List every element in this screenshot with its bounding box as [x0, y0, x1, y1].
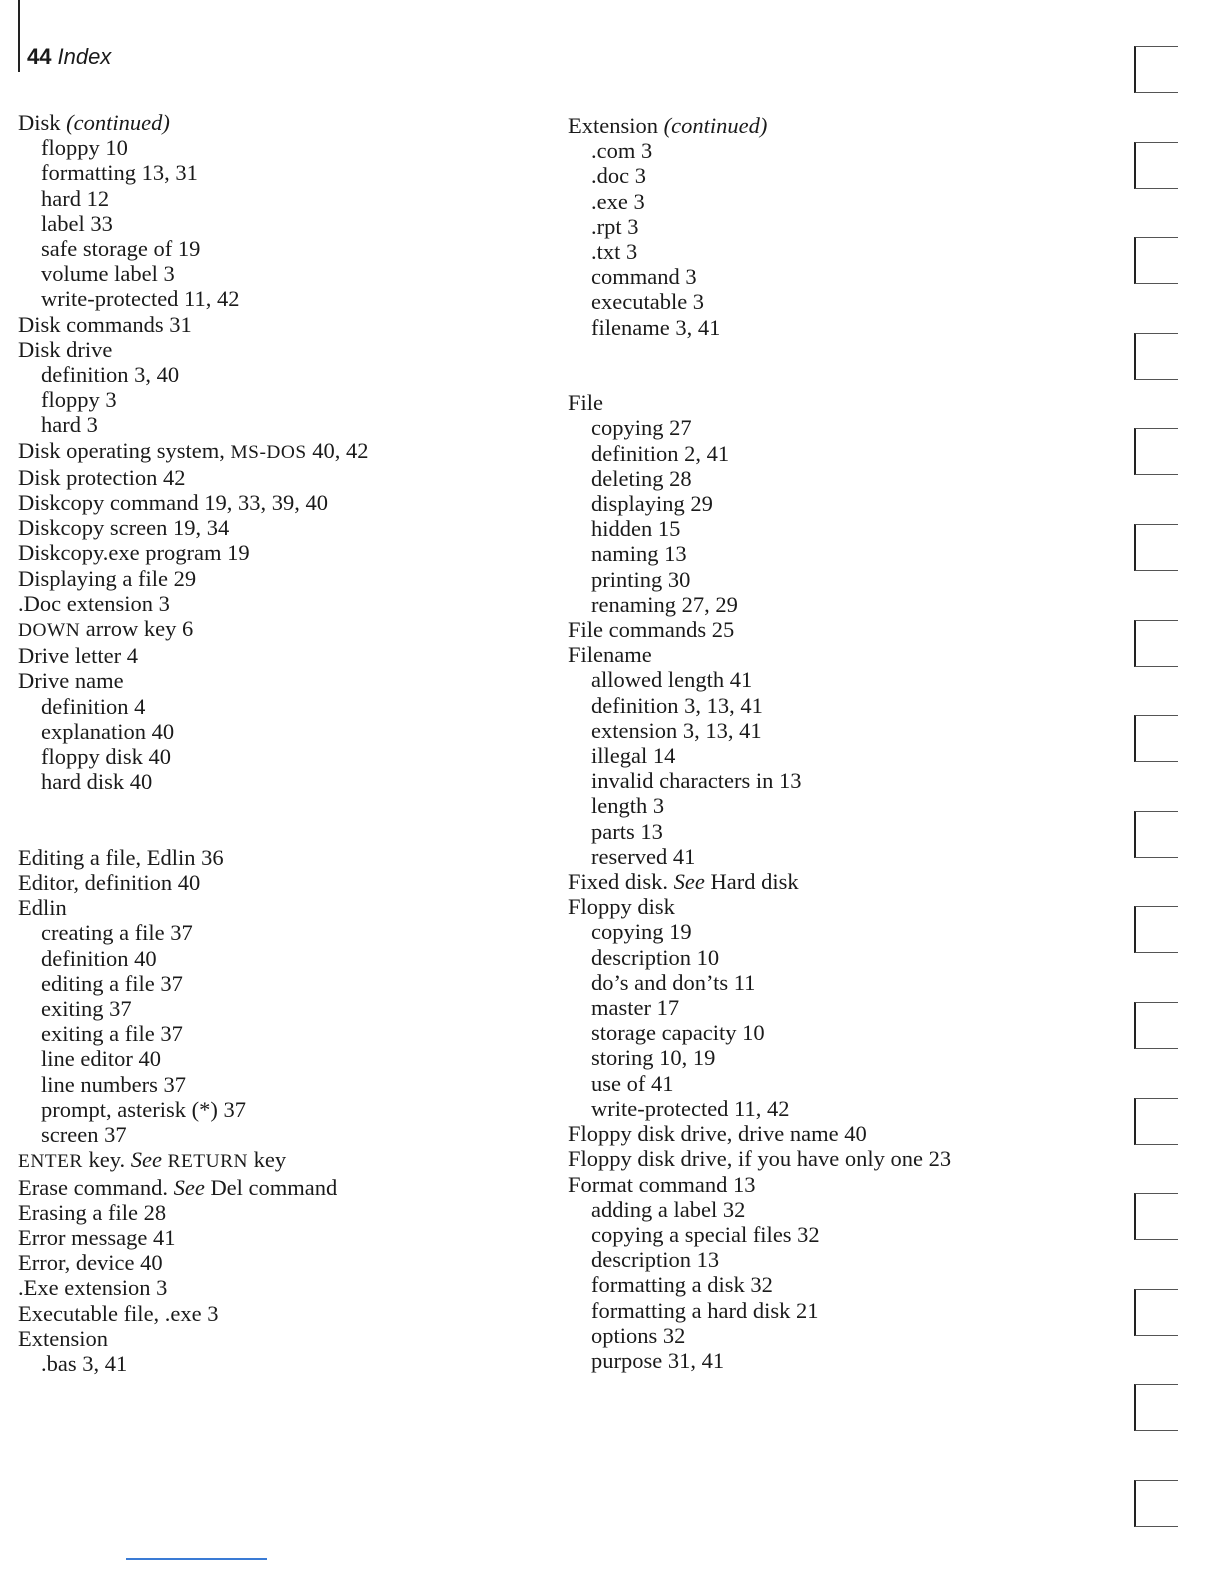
index-subentry	[568, 1197, 1088, 1222]
index-entry-text: Editing a file, Edlin 36	[18, 844, 224, 870]
index-subentry	[18, 186, 518, 211]
index-entry	[568, 1146, 1088, 1171]
index-entry-text: Extension	[568, 113, 664, 138]
bottom-rule	[126, 1558, 267, 1560]
index-entry-text: Disk commands 31	[18, 311, 192, 337]
index-spacer	[18, 794, 518, 819]
index-entry-text: definition 3, 40	[41, 362, 180, 388]
margin-tab	[1134, 811, 1178, 858]
index-entry-text: copying 27	[591, 415, 692, 441]
index-entry-text: key	[247, 1147, 287, 1173]
index-entry-text: exiting 37	[41, 996, 132, 1022]
index-subentry	[568, 844, 1088, 869]
index-entry	[18, 1275, 518, 1300]
index-entry-text: Floppy disk	[568, 894, 675, 920]
index-entry-text: RETURN	[167, 1151, 248, 1173]
index-subentry	[568, 1272, 1088, 1297]
index-entry-text: parts 13	[591, 818, 663, 844]
index-entry	[18, 668, 518, 693]
index-entry-text: Displaying a file 29	[18, 565, 197, 591]
index-entry-text: Edlin	[18, 895, 67, 921]
index-subentry	[18, 286, 518, 311]
index-entry	[18, 337, 518, 362]
index-entry	[18, 1225, 518, 1250]
index-entry-text: safe storage of 19	[41, 236, 201, 262]
index-entry	[568, 617, 1088, 642]
margin-tab	[1134, 428, 1178, 475]
index-entry-text: deleting 28	[591, 465, 692, 491]
index-spacer	[568, 365, 1088, 390]
index-entry	[568, 642, 1088, 667]
margin-tab	[1134, 1289, 1178, 1336]
index-subentry	[568, 718, 1088, 743]
index-entry-text: storing 10, 19	[591, 1045, 716, 1071]
index-entry	[18, 591, 518, 616]
index-entry	[18, 1326, 518, 1351]
index-entry-text: Error, device 40	[18, 1250, 163, 1276]
index-entry	[18, 895, 518, 920]
index-entry-text: allowed length 41	[591, 667, 753, 693]
index-entry-text: .doc 3	[591, 163, 646, 189]
index-entry	[568, 1172, 1088, 1197]
index-entry-text: creating a file 37	[41, 920, 193, 946]
index-subentry	[568, 768, 1088, 793]
margin-tab	[1134, 1480, 1178, 1527]
index-entry	[18, 515, 518, 540]
index-entry-text: Error message 41	[18, 1224, 176, 1250]
margin-tab	[1134, 620, 1178, 667]
index-subentry	[18, 946, 518, 971]
index-subentry	[18, 1122, 518, 1147]
index-entry-text: storage capacity 10	[591, 1020, 765, 1046]
index-entry-text: key.	[82, 1147, 131, 1173]
index-subentry	[568, 743, 1088, 768]
index-subentry	[568, 945, 1088, 970]
index-subentry	[568, 667, 1088, 692]
index-entry-text: hard disk 40	[41, 769, 153, 795]
index-entry-text: label 33	[41, 210, 113, 236]
index-subentry	[18, 236, 518, 261]
margin-tab	[1134, 142, 1178, 189]
index-entry-text: floppy 3	[41, 387, 117, 413]
index-entry-text: reserved 41	[591, 843, 696, 869]
index-subentry	[568, 919, 1088, 944]
index-entry-text: formatting 13, 31	[41, 160, 198, 186]
margin-tab	[1134, 46, 1178, 93]
index-entry-text: .rpt 3	[591, 213, 639, 239]
index-subentry	[568, 819, 1088, 844]
index-subentry	[568, 1348, 1088, 1373]
index-entry-text: ENTER	[18, 1151, 83, 1173]
index-entry	[18, 110, 518, 135]
index-entry	[18, 312, 518, 337]
index-subentry	[18, 719, 518, 744]
margin-tab	[1134, 1002, 1178, 1049]
index-subentry	[18, 920, 518, 945]
index-entry	[18, 1147, 518, 1174]
index-entry	[18, 870, 518, 895]
index-entry-text: Disk operating system,	[18, 437, 231, 463]
index-entry-text: write-protected 11, 42	[41, 286, 240, 312]
index-subentry	[568, 995, 1088, 1020]
index-entry-text: (continued)	[663, 113, 768, 138]
index-entry-text: Disk	[18, 110, 67, 135]
index-entry	[18, 540, 518, 565]
index-subentry	[18, 1072, 518, 1097]
index-subentry	[568, 1071, 1088, 1096]
index-entry-text: Diskcopy command 19, 33, 39, 40	[18, 490, 328, 516]
index-entry-text: (continued)	[66, 110, 170, 135]
index-entry-text: Filename	[568, 642, 652, 668]
index-subentry	[18, 1097, 518, 1122]
index-subentry	[568, 1323, 1088, 1348]
index-entry-text: displaying 29	[591, 491, 713, 517]
index-entry-text: Diskcopy screen 19, 34	[18, 515, 230, 541]
index-subentry	[568, 1020, 1088, 1045]
index-entry-text: line editor 40	[41, 1046, 161, 1072]
index-entry	[18, 1175, 518, 1200]
index-entry-text: options 32	[591, 1322, 686, 1348]
index-entry-text: screen 37	[41, 1122, 127, 1148]
index-subentry	[568, 466, 1088, 491]
margin-tab	[1134, 237, 1178, 284]
index-column-left	[18, 110, 518, 1376]
index-entry-text: Extension	[18, 1325, 108, 1351]
index-entry-text: definition 40	[41, 945, 157, 971]
index-entry-text: floppy disk 40	[41, 744, 172, 770]
index-entry	[18, 1200, 518, 1225]
index-entry-text: .Doc extension 3	[18, 590, 170, 616]
index-subentry	[568, 1045, 1088, 1070]
index-spacer	[18, 820, 518, 845]
index-subentry	[568, 1222, 1088, 1247]
index-entry-text: definition 4	[41, 693, 146, 719]
index-subentry	[568, 138, 1088, 163]
index-entry-text: Floppy disk drive, drive name 40	[568, 1121, 867, 1147]
index-entry	[568, 390, 1088, 415]
margin-tab	[1134, 524, 1178, 571]
index-subentry	[568, 163, 1088, 188]
index-entry-text: Drive letter 4	[18, 643, 138, 669]
index-subentry	[18, 996, 518, 1021]
index-entry-text: 40, 42	[306, 437, 369, 463]
index-entry-text: executable 3	[591, 289, 705, 315]
index-entry	[18, 465, 518, 490]
index-entry-text: Executable file, .exe 3	[18, 1300, 219, 1326]
index-entry-text: hidden 15	[591, 516, 681, 542]
margin-tab	[1134, 1098, 1178, 1145]
index-subentry	[568, 1247, 1088, 1272]
index-spacer	[568, 340, 1088, 365]
index-subentry	[18, 1046, 518, 1071]
index-entry-text: formatting a disk 32	[591, 1272, 773, 1298]
index-entry-text: floppy 10	[41, 135, 128, 161]
index-entry-text: naming 13	[591, 541, 687, 567]
index-entry-text: description 13	[591, 1247, 720, 1273]
index-entry-text: See	[173, 1174, 205, 1200]
margin-tab	[1134, 715, 1178, 762]
index-subentry	[568, 1096, 1088, 1121]
index-subentry	[568, 264, 1088, 289]
index-entry-text: .txt 3	[591, 239, 638, 265]
index-entry	[568, 113, 1088, 138]
index-subentry	[568, 541, 1088, 566]
index-entry-text: hard 12	[41, 185, 110, 211]
index-entry	[18, 845, 518, 870]
index-subentry	[18, 261, 518, 286]
index-entry-text: File	[568, 390, 604, 416]
index-subentry	[568, 693, 1088, 718]
index-entry-text: editing a file 37	[41, 970, 183, 996]
index-entry-text: .Exe extension 3	[18, 1275, 168, 1301]
index-subentry	[18, 769, 518, 794]
index-entry-text: renaming 27, 29	[591, 591, 738, 617]
index-entry-text: write-protected 11, 42	[591, 1095, 790, 1121]
index-subentry	[568, 567, 1088, 592]
index-entry-text: definition 3, 13, 41	[591, 692, 763, 718]
index-entry-text: definition 2, 41	[591, 440, 730, 466]
index-entry-text: purpose 31, 41	[591, 1347, 725, 1373]
index-entry-text: arrow key 6	[80, 616, 194, 642]
index-entry	[18, 1301, 518, 1326]
index-subentry	[568, 441, 1088, 466]
index-entry-text: .exe 3	[591, 188, 645, 214]
index-entry-text: Hard disk	[704, 869, 799, 895]
index-subentry	[18, 744, 518, 769]
index-subentry	[18, 387, 518, 412]
index-entry-text: Drive name	[18, 668, 124, 694]
index-entry-text: adding a label 32	[591, 1196, 746, 1222]
index-entry-text: File commands 25	[568, 617, 735, 643]
index-entry	[18, 1250, 518, 1275]
index-entry-text: printing 30	[591, 566, 691, 592]
index-entry-text: copying 19	[591, 919, 692, 945]
index-entry-text: Del command	[204, 1174, 338, 1200]
margin-tab	[1134, 906, 1178, 953]
index-entry-text: do’s and don’ts 11	[591, 969, 756, 995]
index-entry-text: explanation 40	[41, 718, 175, 744]
index-entry-text: copying a special files 32	[591, 1221, 820, 1247]
index-subentry	[568, 491, 1088, 516]
index-subentry	[568, 415, 1088, 440]
index-entry-text: .bas 3, 41	[41, 1350, 128, 1376]
margin-tab	[1134, 1193, 1178, 1240]
index-subentry	[568, 592, 1088, 617]
index-entry-text: illegal 14	[591, 743, 676, 769]
index-entry-text: Erasing a file 28	[18, 1199, 167, 1225]
index-entry-text: Fixed disk.	[568, 869, 674, 895]
index-entry-text: exiting a file 37	[41, 1021, 183, 1047]
index-subentry	[18, 211, 518, 236]
index-entry	[18, 643, 518, 668]
index-entry-text: See	[130, 1147, 162, 1173]
index-entry	[568, 1121, 1088, 1146]
index-entry-text: length 3	[591, 793, 665, 819]
index-subentry	[18, 160, 518, 185]
index-entry-text: filename 3, 41	[591, 314, 721, 340]
index-entry-text: See	[673, 869, 705, 895]
index-entry-text: Erase command.	[18, 1174, 174, 1200]
index-subentry	[568, 189, 1088, 214]
margin-tab	[1134, 1384, 1178, 1431]
index-subentry	[568, 793, 1088, 818]
index-entry	[18, 616, 518, 643]
index-entry-text: prompt, asterisk (*) 37	[41, 1096, 246, 1122]
index-subentry	[18, 694, 518, 719]
index-subentry	[18, 412, 518, 437]
index-entry	[18, 566, 518, 591]
index-entry-text: line numbers 37	[41, 1071, 186, 1097]
index-subentry	[18, 1351, 518, 1376]
index-subentry	[18, 362, 518, 387]
index-entry	[568, 869, 1088, 894]
index-entry	[568, 894, 1088, 919]
index-entry	[18, 490, 518, 515]
index-entry-text: .com 3	[591, 138, 653, 164]
index-entry	[18, 438, 518, 465]
index-entry-text: extension 3, 13, 41	[591, 717, 762, 743]
index-subentry	[568, 1298, 1088, 1323]
index-entry-text: invalid characters in 13	[591, 768, 802, 794]
index-subentry	[18, 971, 518, 996]
index-entry-text: formatting a hard disk 21	[591, 1297, 819, 1323]
index-entry-text: hard 3	[41, 412, 98, 438]
margin-tab	[1134, 333, 1178, 380]
index-entry-text: Editor, definition 40	[18, 870, 201, 896]
index-entry-text: command 3	[591, 264, 697, 290]
index-entry-text: Format command 13	[568, 1171, 756, 1197]
page-header	[27, 44, 111, 70]
page-number: 44	[27, 44, 52, 69]
margin-tab-strip	[1134, 0, 1182, 1584]
index-entry-text: Floppy disk drive, if you have only one 23	[568, 1146, 952, 1172]
index-subentry	[18, 1021, 518, 1046]
index-subentry	[568, 289, 1088, 314]
index-entry-text: Disk protection 42	[18, 464, 186, 490]
index-subentry	[568, 315, 1088, 340]
index-entry-text: volume label 3	[41, 261, 175, 287]
index-subentry	[18, 135, 518, 160]
index-entry-text: description 10	[591, 944, 720, 970]
page-title: Index	[57, 44, 112, 69]
index-entry-text: DOWN	[18, 620, 81, 642]
index-entry-text: MS-DOS	[230, 441, 307, 463]
index-subentry	[568, 214, 1088, 239]
index-entry-text: Diskcopy.exe program 19	[18, 540, 250, 566]
index-column-right	[568, 113, 1088, 1373]
index-subentry	[568, 970, 1088, 995]
index-subentry	[568, 516, 1088, 541]
header-rule	[18, 0, 20, 72]
index-entry-text: use of 41	[591, 1070, 674, 1096]
index-entry-text: Disk drive	[18, 336, 113, 362]
index-subentry	[568, 239, 1088, 264]
index-entry-text: master 17	[591, 995, 680, 1021]
